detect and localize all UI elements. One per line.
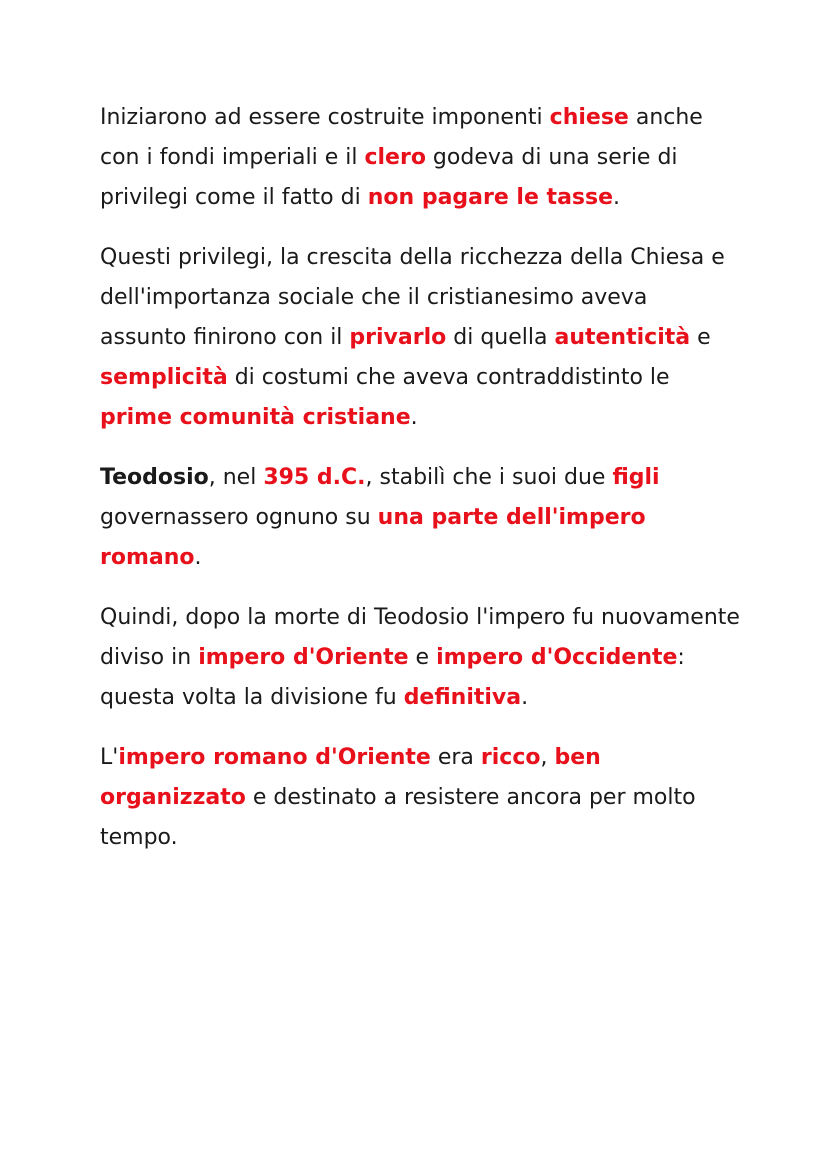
highlight-term: non pagare le tasse bbox=[367, 185, 614, 210]
text-segment: . bbox=[410, 405, 418, 430]
highlight-term: impero romano d'Oriente bbox=[118, 745, 431, 770]
highlight-term: 395 d.C. bbox=[263, 465, 366, 490]
highlight-term: definitiva bbox=[403, 685, 522, 710]
text-segment: Questi privilegi, la crescita della ricchezza della Chiesa e dell'importanza sociale che il cristianesimo aveva assunto finirono con il bbox=[100, 245, 725, 350]
highlight-term: clero bbox=[364, 145, 426, 170]
highlight-term: ben organizzato bbox=[100, 745, 601, 810]
text-segment: : questa volta la divisione fu bbox=[100, 645, 685, 710]
paragraph-privileges bbox=[100, 238, 740, 438]
paragraph-division bbox=[100, 598, 740, 718]
text-segment: godeva di una serie di privilegi come il fatto di bbox=[100, 145, 678, 210]
text-segment: anche con i fondi imperiali e il bbox=[100, 105, 703, 170]
text-segment: , bbox=[540, 745, 555, 770]
highlight-term: figli bbox=[612, 465, 660, 490]
highlight-term: autenticità bbox=[554, 325, 691, 350]
highlight-term: impero d'Oriente bbox=[198, 645, 409, 670]
text-segment: , stabilì che i suoi due bbox=[365, 465, 613, 490]
highlight-term: semplicità bbox=[100, 365, 228, 390]
text-segment: . bbox=[521, 685, 529, 710]
highlight-term: chiese bbox=[549, 105, 629, 130]
highlight-term: una parte dell'impero romano bbox=[100, 505, 646, 570]
text-segment: Quindi, dopo la morte di Teodosio l'impero fu nuovamente diviso in bbox=[100, 605, 740, 670]
text-segment: . bbox=[613, 185, 621, 210]
highlight-term: prime comunità cristiane bbox=[100, 405, 411, 430]
text-segment: e bbox=[408, 645, 437, 670]
bold-term: Teodosio bbox=[100, 465, 209, 490]
highlight-term: privarlo bbox=[349, 325, 447, 350]
highlight-term: ricco bbox=[480, 745, 541, 770]
paragraph-churches bbox=[100, 98, 740, 218]
text-segment: e bbox=[690, 325, 711, 350]
text-segment: Iniziarono ad essere costruite imponenti bbox=[100, 105, 550, 130]
text-segment: governassero ognuno su bbox=[100, 505, 378, 530]
text-segment: e destinato a resistere ancora per molto tempo. bbox=[100, 785, 696, 850]
text-segment: era bbox=[430, 745, 481, 770]
highlight-term: impero d'Occidente bbox=[436, 645, 678, 670]
text-segment: di costumi che aveva contraddistinto le bbox=[227, 365, 670, 390]
paragraph-theodosius bbox=[100, 458, 740, 578]
text-segment: di quella bbox=[446, 325, 555, 350]
text-segment: L' bbox=[100, 745, 119, 770]
paragraph-eastern-empire bbox=[100, 738, 740, 858]
document-page bbox=[100, 98, 740, 878]
text-segment: . bbox=[194, 545, 202, 570]
text-segment: , nel bbox=[208, 465, 264, 490]
